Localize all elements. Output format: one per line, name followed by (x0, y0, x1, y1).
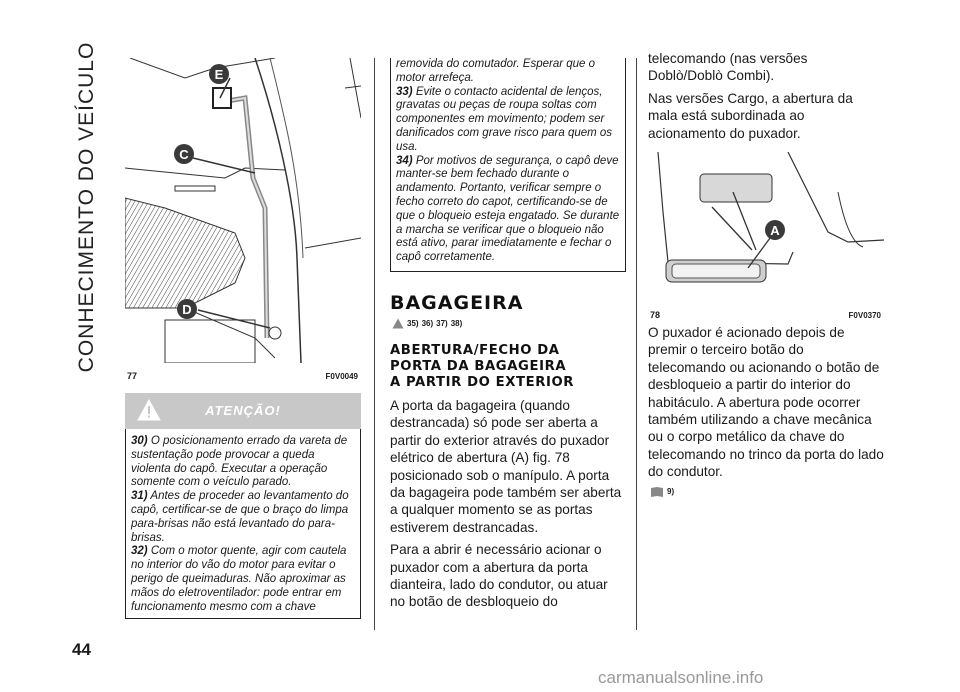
paragraph-3: telecomando (nas versões Doblò/Doblò Combi). (648, 51, 808, 84)
side-chapter-title (72, 41, 102, 373)
warning-header (125, 393, 361, 429)
warning-item-31: 31) Antes de proceder ao levantamento do capô, certificar-se de que o braço do limpa para-brisas não está levantado do para-brisas. (131, 490, 349, 544)
column-left (125, 58, 361, 619)
warning-item-32: 32) Com o motor quente, agir com cautela no interior do vão do motor para evitar o perigo de queimaduras. Não aproximar as mãos do eletroventilador: pode entrar em funcionamento mesmo com a chave (131, 545, 347, 613)
warning-item-30: 30) O posicionamento errado da vareta de sustentação pode provocar a queda violenta do capô. Executar a operação somente com o veículo parado. (131, 435, 348, 489)
warning-box-continued (390, 58, 626, 272)
warning-title: ATENÇÃO! (205, 403, 281, 418)
section-title: BAGAGEIRA (390, 291, 524, 314)
paragraph-1: A porta da bagageira (quando destrancada) só pode ser aberta a partir do exterior através do puxador elétrico de abertura (A) fig. 78 posicionado sob o manípulo. A porta da bagageira pode também ser aberta a qualquer momento se as portas estiverem destrancadas. (390, 397, 622, 535)
paragraph-2: Para a abrir é necessário acionar o puxador com a abertura da porta dianteira, lado do condutor, ou atuar no botão de desbloqueio do (390, 542, 608, 610)
figure-78-code: F0V0370 (848, 311, 881, 321)
end-ref: 9) (650, 486, 884, 498)
figure-77-code: F0V0049 (325, 372, 358, 381)
label-c: C (179, 147, 189, 162)
column-divider-2 (636, 58, 637, 630)
ref-36: 36) (421, 318, 434, 328)
side-chapter-title-text: CONHECIMENTO DO VEÍCULO (75, 41, 98, 373)
column-middle (390, 58, 626, 616)
ref-37: 37) (436, 318, 448, 328)
warning-box (125, 429, 361, 619)
subsection-title: ABERTURA/FECHO DA PORTA DA BAGAGEIRA A PARTIR DO EXTERIOR (390, 342, 575, 390)
column-right (648, 50, 884, 498)
warning-item-33: 33) Evite o contacto acidental de lenços, gravatas ou peças de roupa soltas com componentes em movimento; podem ser danificados com grave risco para quem os usa. (396, 85, 613, 153)
paragraph-4: Nas versões Cargo, a abertura da mala está subordinada ao acionamento do puxador. (648, 90, 853, 141)
figure-78 (648, 152, 884, 321)
warning-continuation: removida do comutador. Esperar que o motor arrefeça. (396, 58, 596, 84)
section-refs (392, 318, 626, 329)
figure-77 (125, 58, 361, 381)
warning-triangle-small-icon (392, 318, 404, 329)
label-e: E (214, 67, 224, 82)
watermark: carmanualsonline.info (598, 668, 764, 687)
warning-item-34: 34) Por motivos de segurança, o capô deve manter-se bem fechado durante o andamento. Portanto, verificar sempre o fecho correto do capot, certificando-se de que o bloqueio esteja engatado. Se durante a marcha se verificar que o bloqueio não está ativo, parar imediatamente e fechar o capô corretamente. (396, 154, 620, 264)
ref-35: 35) (407, 318, 419, 328)
book-icon (650, 486, 664, 498)
figure-77-number: 77 (127, 371, 138, 381)
engine-bay-illustration (125, 58, 361, 363)
ref-38: 38) (450, 318, 463, 328)
paragraph-5: O puxador é acionado depois de premir o terceiro botão do telecomando ou acionando o botão de desbloqueio a partir do interior do habitáculo. A abertura pode ocorrer também utilizando a chave mecânica ou o corpo metálico da chave do telecomando no trinco da porta do lado do condutor. (648, 325, 884, 480)
column-divider (374, 58, 375, 630)
label-a: A (770, 223, 780, 239)
label-d: D (182, 302, 192, 317)
page-number: 44 (72, 640, 91, 659)
tailgate-illustration (648, 152, 884, 302)
figure-78-number: 78 (650, 310, 661, 321)
